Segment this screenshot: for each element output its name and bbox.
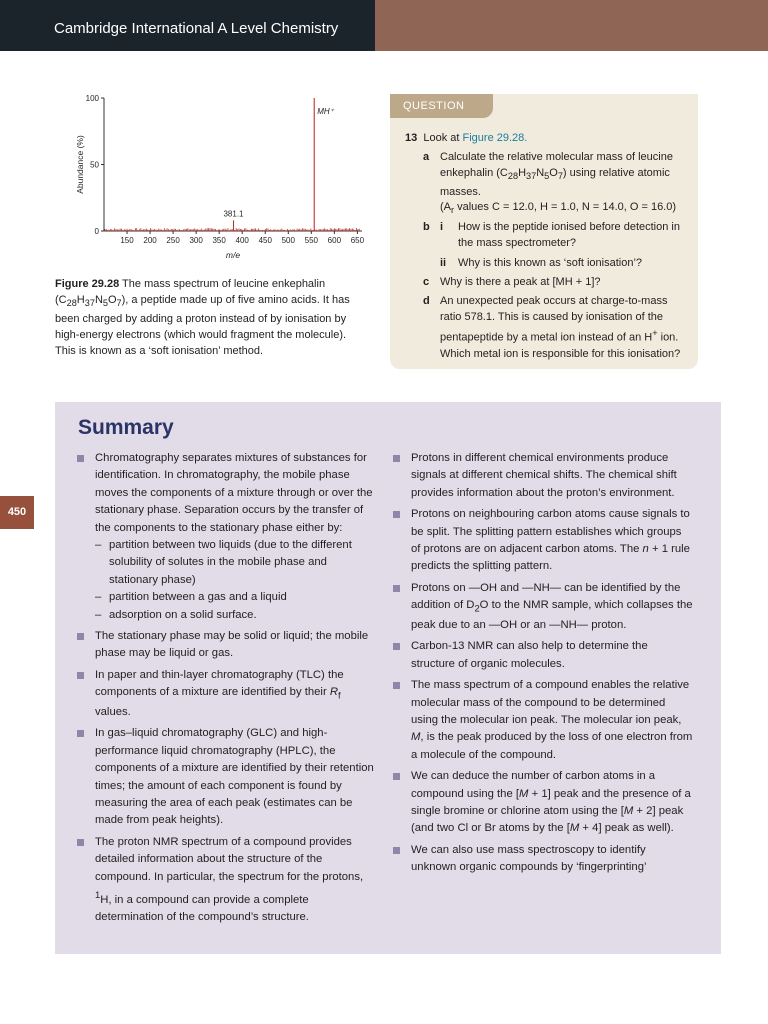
formula-sub: 28 (507, 171, 519, 182)
page-number: 450 (0, 496, 34, 529)
d2o-sub: 2 (474, 602, 480, 614)
part-d-label: d (423, 295, 430, 307)
figure-label: Figure 29.28 (55, 278, 120, 290)
question-tab: QUESTION (390, 94, 493, 118)
formula-sub: 37 (84, 298, 95, 309)
header-bar (0, 0, 375, 51)
qa-text: ) using relative atomic masses. (440, 167, 670, 199)
summary-bullet (393, 580, 693, 634)
x-axis-label: m/e (225, 250, 241, 260)
summary-bullet: The stationary phase may be solid or liquid; the mobile phase may be liquid or gas. (77, 628, 377, 663)
part-a-label: a (423, 151, 430, 163)
y-tick-label: 50 (90, 160, 99, 170)
rf-symbol: R (329, 686, 339, 699)
summary-bullet (77, 834, 377, 927)
y-tick-label: 100 (85, 94, 99, 103)
formula-el: H (76, 294, 85, 306)
formula-el: O (549, 167, 558, 179)
bullet-text: + 2] peak (and two Cl or Br atoms by the [ (411, 804, 684, 835)
qa-values: (A (440, 201, 451, 213)
x-tick-label: 150 (120, 236, 134, 245)
x-tick-label: 450 (258, 236, 272, 245)
summary-bullet: In gas–liquid chromatography (GLC) and high-performance liquid chromatography (HPLC), the components of a mixture are identified by their retention times; the amount of each component is found by measuring the area of each peak (estimates can be made from peak heights). (77, 725, 377, 829)
question-intro-text: Look at (423, 132, 463, 144)
part-d-text (440, 293, 690, 362)
part-bi-text: How is the peptide ionised before detection in the mass spectrometer? (458, 221, 680, 249)
qd-text: An unexpected peak occurs at charge-to-mass ratio 578.1. This is caused by ionisation of the pentapeptide by a metal ion instead of an H (440, 295, 668, 344)
bullet-text: We can deduce the number of carbon atoms in a compound using the [ (411, 770, 656, 800)
summary-sub-bullet: – adsorption on a solid surface. (77, 607, 377, 624)
bullet-text: + 1 rule predicts the splitting pattern. (411, 543, 690, 573)
peak-label: 381.1 (223, 209, 244, 219)
m-symbol: M (519, 787, 529, 800)
ar-sub: r (451, 205, 455, 216)
peak-label: MH⁺ (317, 107, 334, 116)
book-title: Cambridge International A Level Chemistry (54, 20, 339, 37)
bullet-text: Protons on —OH and —NH— can be identified by the addition of D (411, 581, 681, 612)
part-bii-label: ii (440, 257, 447, 269)
summary-box (55, 402, 721, 954)
formula-sub: 5 (544, 171, 550, 182)
bullet-text: + 4] peak as well). (579, 822, 674, 835)
x-tick-label: 300 (189, 236, 203, 245)
x-tick-label: 250 (166, 236, 180, 245)
formula-el: O (107, 294, 117, 306)
x-tick-label: 550 (304, 236, 319, 245)
bullet-text: , is the peak produced by the loss of one electron from a molecule of the compound. (411, 731, 693, 761)
summary-bullet (393, 506, 693, 576)
question-box (390, 94, 698, 369)
summary-bullet: Chromatography separates mixtures of substances for identification. In chromatography, the mobile phase moves the components of a mixture through or over the stationary phase. Separation occurs by the transfer of the components to the stationary phase either by: (77, 450, 377, 537)
summary-bullet: Protons in different chemical environments produce signals at different chemical shifts. The chemical shift provides information about the proton’s environment. (393, 450, 693, 502)
formula-el: N (536, 167, 545, 179)
header-accent-block (375, 0, 768, 51)
summary-bullet: We can also use mass spectroscopy to identify unknown organic compounds by ‘fingerprinting’ (393, 842, 693, 877)
part-b-label: b (423, 221, 430, 233)
summary-title: Summary (78, 416, 174, 439)
bullet-text: + 1] peak and the presence of a single bromine or chlorine atom using the [ (411, 787, 691, 817)
summary-bullet (393, 768, 693, 838)
bullet-text: H, in a compound can provide a complete determination of the compound’s structure. (95, 893, 309, 924)
bullet-text: Protons on neighbouring carbon atoms cause signals to be split. The splitting pattern establishes which groups of protons are on adjacent carbon atoms. The (411, 508, 690, 556)
question-intro (405, 130, 527, 146)
bullet-text: values. (95, 705, 131, 718)
m-symbol: M (623, 804, 634, 817)
x-tick-label: 500 (281, 236, 295, 245)
x-tick-label: 600 (327, 236, 342, 245)
summary-sub-bullet: – partition between two liquids (due to the different solubility of solutes in the mobile phase and stationary phase) (77, 537, 377, 589)
x-tick-label: 350 (212, 236, 226, 245)
qa-values: values C = 12.0, H = 1.0, N = 14.0, O = 16.0) (454, 201, 677, 213)
mass-spectrum-chart (70, 90, 370, 270)
summary-sub-bullet: – partition between a gas and a liquid (77, 589, 377, 606)
m-symbol: M (411, 731, 421, 744)
isotope-sup: 1 (95, 889, 101, 900)
rf-sub: f (338, 689, 341, 701)
part-c-text: Why is there a peak at [MH + 1]? (440, 276, 601, 288)
qa-text: Calculate the relative molecular mass of leucine enkephalin (C (440, 151, 673, 179)
formula-sub: 5 (102, 298, 108, 309)
question-number: 13 (405, 132, 418, 144)
part-bii-text: Why is this known as ‘soft ionisation’? (458, 257, 643, 269)
summary-bullet (393, 677, 693, 764)
summary-right-column (393, 450, 693, 881)
part-c-label: c (423, 276, 430, 288)
m-symbol: M (569, 822, 580, 835)
bullet-text: In paper and thin-layer chromatography (TLC) the components of a mixture are identified by their (95, 668, 344, 699)
summary-bullet (77, 667, 377, 721)
formula-sub: 37 (526, 171, 537, 182)
x-tick-label: 400 (235, 236, 249, 245)
figure-link[interactable]: Figure 29.28. (462, 132, 528, 144)
formula-sub: 28 (66, 298, 77, 309)
n-symbol: n (642, 543, 649, 556)
formula-sub: 7 (557, 171, 563, 182)
charge-sup: + (652, 328, 658, 338)
bullet-text: O to the NMR sample, which collapses the peak due to an —OH or an —NH— proton. (411, 599, 693, 631)
figure-caption (55, 276, 365, 359)
formula-el: N (94, 294, 103, 306)
bullet-text: The proton NMR spectrum of a compound provides detailed information about the structure of the compound. In particular, the spectrum for the protons, (95, 835, 364, 883)
part-a-text (440, 149, 690, 200)
y-tick-label: 0 (94, 227, 99, 236)
y-axis-label: Abundance (%) (75, 135, 85, 194)
caption-text: ), a peptide made up of five amino acids. It has been charged by adding a proton instead of by ionisation by high-energy electrons (which would fragment the molecule). This is known as a ‘soft ionisation’ method. (55, 294, 350, 358)
formula-sub: 7 (116, 298, 122, 309)
part-a-values (440, 199, 690, 218)
x-tick-label: 650 (350, 236, 365, 245)
part-bi-label: i (440, 221, 444, 233)
bullet-text: The mass spectrum of a compound enables the relative molecular mass of the compound to be determined using the molecular ion peak. The molecular ion peak, (411, 679, 690, 726)
caption-text: The mass spectrum of leucine enkephalin (C (55, 278, 326, 306)
qd-text: ion. Which metal ion is responsible for this ionisation? (440, 331, 681, 360)
summary-bullet: Carbon-13 NMR can also help to determine the structure of organic molecules. (393, 638, 693, 673)
summary-left-column (77, 450, 377, 931)
x-tick-label: 200 (143, 236, 157, 245)
formula-el: H (518, 167, 527, 179)
